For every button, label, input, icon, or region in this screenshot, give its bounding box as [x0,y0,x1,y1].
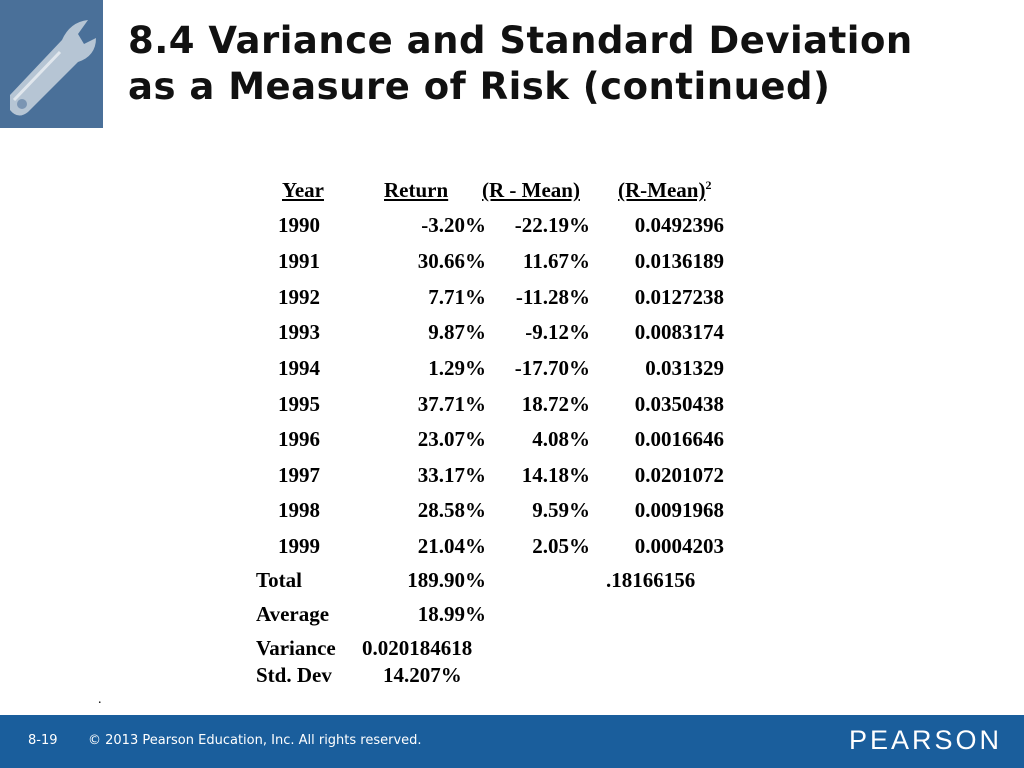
table-row-deviation: 4.08% [532,427,590,451]
table-row-squared: 0.0201072 [634,463,724,487]
table-row-squared: 0.031329 [645,356,724,380]
table-row-year: 1999 [278,534,320,558]
title-line-2: as a Measure of Risk (continued) [128,65,831,108]
header-r-minus-mean: (R - Mean) [482,178,580,202]
std-dev-label: Std. Dev [256,663,332,687]
table-row-year: 1995 [278,392,320,416]
average-label: Average [256,602,330,626]
wrench-icon [0,0,103,128]
header-return: Return [384,178,449,202]
table-row-deviation: 18.72% [521,392,590,416]
table-row-year: 1993 [278,320,320,344]
std-dev-value: 14.207% [383,663,462,687]
table-row-squared: 0.0127238 [634,285,724,309]
average-value: 18.99% [417,602,486,626]
header-exponent: 2 [705,178,712,192]
header-r-mean-squared [618,178,711,202]
table-row-return: 23.07% [417,427,486,451]
table-row-squared: 0.0136189 [634,249,724,273]
table-row-deviation: -9.12% [525,320,590,344]
table-row-deviation: 14.18% [521,463,590,487]
stray-dot: . [98,692,102,707]
title-line-1: 8.4 Variance and Standard Deviation [128,19,913,62]
table-row-year: 1998 [278,498,320,522]
table-row-squared: 0.0004203 [634,534,724,558]
variance-label: Variance [256,636,336,660]
table-row-squared: 0.0016646 [634,427,724,451]
table-row-squared: 0.0091968 [634,498,724,522]
table-row-return: 33.17% [417,463,486,487]
table-row-return: -3.20% [421,213,486,237]
table-row-year: 1990 [278,213,320,237]
copyright-text: © 2013 Pearson Education, Inc. All rights reserved. [88,733,422,748]
table-row-deviation: -17.70% [514,356,590,380]
footer-bar [0,715,1024,768]
table-row-deviation: 2.05% [532,534,590,558]
table-row-return: 9.87% [428,320,486,344]
table-row-year: 1994 [278,356,320,380]
pearson-logo: PEARSON [848,725,1002,755]
table-row-year: 1992 [278,285,320,309]
total-squared: .18166156 [606,568,696,592]
table-row-return: 21.04% [417,534,486,558]
table-row-deviation: 11.67% [522,249,590,273]
table-row-squared: 0.0492396 [634,213,724,237]
page-title [128,18,913,110]
variance-value: 0.020184618 [362,636,473,660]
header-year: Year [282,178,324,202]
header-r-mean-squared-label: (R-Mean) [618,178,706,202]
table-row-return: 1.29% [428,356,486,380]
table-row-deviation: -11.28% [515,285,590,309]
total-label: Total [256,568,302,592]
table-row-return: 30.66% [417,249,486,273]
table-row-squared: 0.0083174 [634,320,724,344]
table-row-year: 1996 [278,427,320,451]
table-row-deviation: 9.59% [532,498,590,522]
table-row-year: 1997 [278,463,320,487]
table-row-year: 1991 [278,249,320,273]
wrench-logo [0,0,103,128]
table-row-return: 37.71% [417,392,486,416]
table-row-return: 7.71% [428,285,486,309]
total-return: 189.90% [407,568,486,592]
table-row-deviation: -22.19% [514,213,590,237]
table-row-return: 28.58% [417,498,486,522]
table-row-squared: 0.0350438 [634,392,724,416]
slide-number: 8-19 [28,733,58,748]
